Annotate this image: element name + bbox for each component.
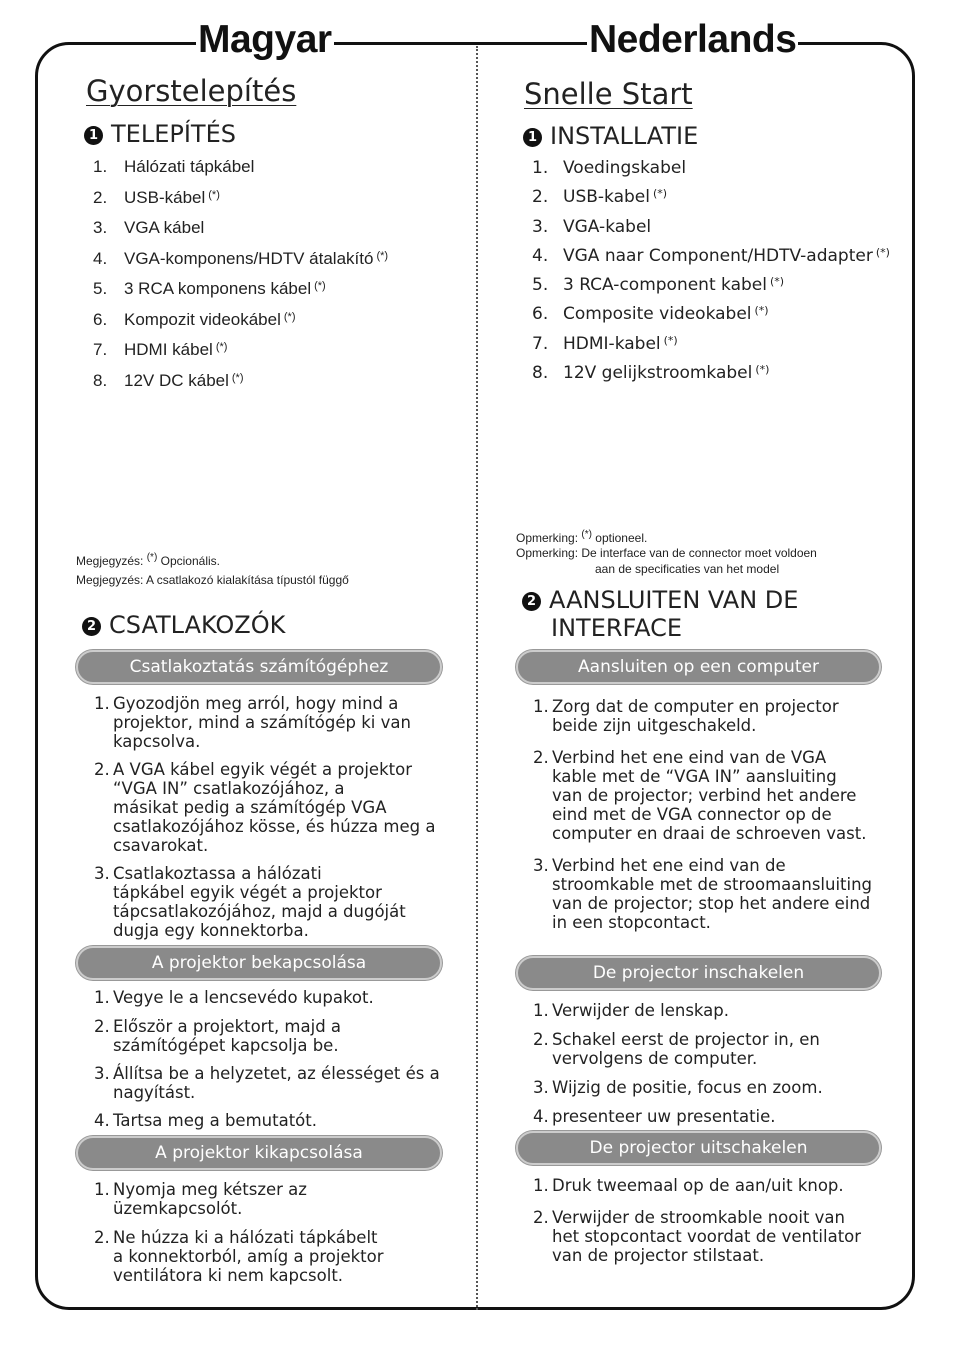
list-item: 3. VGA kábel (93, 218, 205, 237)
list-item: 2. Ne húzza ki a hálózati tápkábelt a konnektorból, amíg a projektor ventilátora ki nem kapcsolt. (94, 1228, 384, 1285)
nederlands-section-bar-power-on: De projector inschakelen (516, 956, 881, 990)
number-two-icon: 2 (82, 617, 101, 636)
list-item: 5. 3 RCA komponens kábel (*) (93, 279, 326, 298)
magyar-section-bar-power-off: A projektor kikapcsolása (76, 1136, 442, 1170)
list-item: 6. Kompozit videokábel (*) (93, 309, 296, 329)
list-item: 2. Schakel eerst de projector in, en vervolgens de computer. (533, 1030, 820, 1068)
list-item: 8. 12V DC kábel (*) (93, 370, 244, 390)
nederlands-note-optional: Opmerking: (*) optioneel. (516, 529, 648, 545)
magyar-connect-heading: 2 CSATLAKOZÓK (82, 611, 285, 639)
list-item: 1. Hálózati tápkábel (93, 157, 255, 176)
list-item: 2. Verbind het ene eind van de VGA kable met de “VGA IN” aansluiting van de projector; verbind het andere eind met de VGA connector op de computer en draai de schroeven vast. (533, 748, 867, 843)
list-item: 3. Csatlakoztassa a hálózati tápkábel egyik végét a projektor tápcsatlakozójához, majd a dugóját dugja egy konnektorba. (94, 864, 406, 940)
magyar-connect-steps (94, 694, 444, 940)
list-item: 8. 12V gelijkstroomkabel (*) (532, 363, 770, 384)
list-item: 1. Zorg dat de computer en projector beide zijn uitgeschakeld. (533, 697, 839, 735)
magyar-note-optional: Megjegyzés: (*) Opcionális. (76, 552, 220, 568)
nederlands-note-connector-cont: aan de specificaties van het model (595, 562, 780, 576)
list-item: 2. A VGA kábel egyik végét a projektor “VGA IN” csatlakozójához, a másikat pedig a számítógép VGA csatlakozójához kösse, és húzza meg a csavarokat. (94, 760, 436, 855)
magyar-power-on-steps (94, 988, 444, 1130)
nederlands-power-off-steps (533, 1176, 893, 1265)
list-item: 1. Voedingskabel (532, 158, 687, 178)
magyar-power-off-steps (94, 1180, 444, 1285)
list-item: 7. HDMI-kabel (*) (532, 333, 678, 354)
list-item: 1. Nyomja meg kétszer az üzemkapcsolót. (94, 1180, 307, 1218)
list-item: 1. Druk tweemaal op de aan/uit knop. (533, 1176, 844, 1195)
nederlands-connect-heading: 2 AANSLUITEN VAN DE INTERFACE (522, 586, 798, 642)
nederlands-install-heading: 1 INSTALLATIE (523, 122, 698, 150)
nederlands-section-bar-connect: Aansluiten op een computer (516, 650, 881, 684)
list-item: 7. HDMI kábel (*) (93, 340, 228, 359)
list-item: 4. VGA-komponens/HDTV átalakító (*) (93, 248, 389, 268)
list-item: 4. Tartsa meg a bemutatót. (94, 1111, 317, 1130)
list-item: 4. presenteer uw presentatie. (533, 1107, 776, 1126)
number-one-icon: 1 (523, 128, 542, 147)
list-item: 6. Composite videokabel (*) (532, 304, 769, 325)
number-two-icon: 2 (522, 592, 541, 611)
nederlands-quick-start-title: Snelle Start (524, 77, 693, 111)
magyar-cable-list (93, 157, 388, 401)
list-item: 2. Verwijder de stroomkable nooit van het stopcontact voordat de ventilator van de projector stilstaat. (533, 1208, 862, 1265)
list-item: 1. Verwijder de lenskap. (533, 1001, 730, 1020)
list-item: 3. Wijzig de positie, focus en zoom. (533, 1078, 823, 1097)
list-item: 3. VGA-kabel (532, 216, 652, 237)
nederlands-connect-steps (533, 697, 893, 932)
nederlands-section-bar-power-off: De projector uitschakelen (516, 1131, 881, 1165)
list-item: 2. Először a projektort, majd a számítógépet kapcsolja be. (94, 1017, 342, 1055)
magyar-install-heading: 1 TELEPÍTÉS (84, 120, 236, 148)
nederlands-cable-list (532, 158, 890, 392)
magyar-language-title: Magyar (196, 16, 334, 64)
magyar-note-connector: Megjegyzés: A csatlakozó kialakítása típustól függő (76, 573, 349, 587)
list-item: 3. Állítsa be a helyzetet, az élességet és a nagyítást. (94, 1064, 440, 1102)
list-item: 2. USB-kábel (*) (93, 187, 220, 207)
magyar-section-bar-connect: Csatlakoztatás számítógéphez (76, 650, 442, 684)
column-divider (476, 46, 478, 1310)
number-one-icon: 1 (84, 126, 103, 145)
magyar-section-bar-power-on: A projektor bekapcsolása (76, 946, 442, 980)
list-item: 3. Verbind het ene eind van de stroomkable met de stroomaansluiting van de projector; stop het andere eind in een stopcontact. (533, 856, 873, 932)
nederlands-power-on-steps (533, 1001, 893, 1126)
nederlands-note-connector: Opmerking: De interface van de connector moet voldoen (516, 546, 817, 560)
list-item: 1. Vegye le a lencsevédo kupakot. (94, 988, 374, 1007)
magyar-quick-start-title: Gyorstelepítés (86, 74, 297, 108)
list-item: 2. USB-kabel (*) (532, 187, 668, 208)
list-item: 4. VGA naar Component/HDTV-adapter (*) (532, 245, 890, 266)
nederlands-language-title: Nederlands (587, 16, 798, 64)
list-item: 1. Gyozodjön meg arról, hogy mind a projektor, mind a számítógép ki van kapcsolva. (94, 694, 411, 751)
list-item: 5. 3 RCA-component kabel (*) (532, 275, 785, 296)
